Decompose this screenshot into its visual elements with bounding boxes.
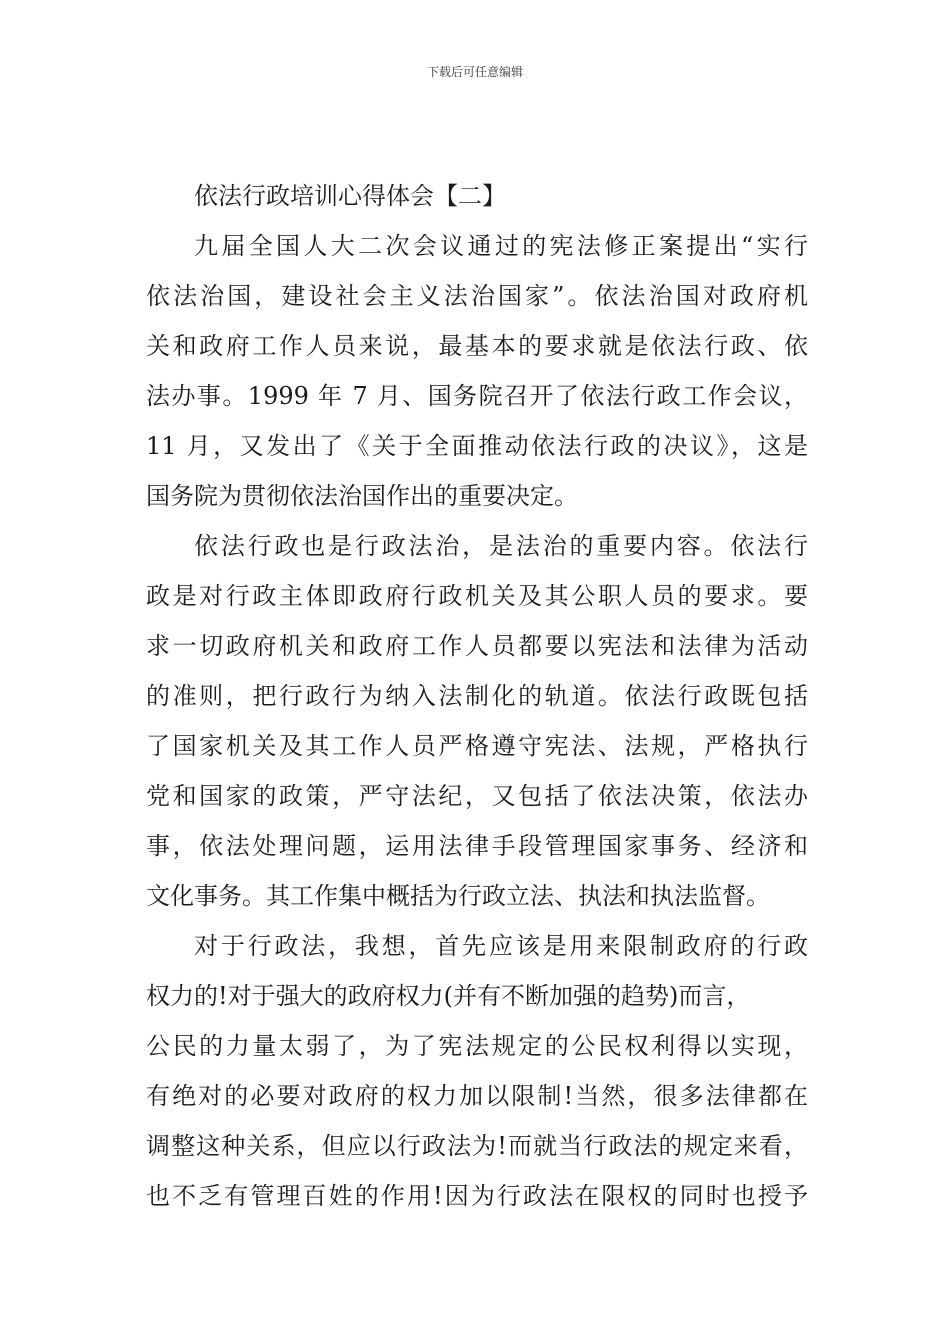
paragraph-line: 有绝对的必要对政府的权力加以限制!当然，很多法律都在 [146, 1082, 808, 1110]
paragraph-line: 国务院为贯彻依法治国作出的重要决定。 [146, 482, 578, 510]
paragraph-line: 事，依法处理问题，运用法律手段管理国家事务、经济和 [146, 832, 808, 860]
paragraph [146, 221, 808, 521]
paragraph-line: 的准则，把行政行为纳入法制化的轨道。依法行政既包括 [146, 682, 808, 710]
page-header [0, 64, 950, 80]
paragraph [146, 921, 808, 1221]
paragraph-line: 法办事。1999 年 7 月、国务院召开了依法行政工作会议， [146, 382, 808, 410]
paragraph-line: 也不乏有管理百姓的作用!因为行政法在限权的同时也授予 [146, 1182, 808, 1210]
paragraph-line: 公民的力量太弱了，为了宪法规定的公民权利得以实现， [146, 1032, 808, 1060]
paragraph [146, 521, 808, 921]
paragraph-line: 权力的!对于强大的政府权力(并有不断加强的趋势)而言， [146, 982, 751, 1010]
document-title: 依法行政培训心得体会【二】 [194, 182, 506, 210]
document-body [146, 171, 808, 1221]
header-text: 下载后可任意编辑 [426, 65, 523, 79]
paragraph-line: 对于行政法，我想，首先应该是用来限制政府的行政 [194, 932, 808, 960]
paragraph-line: 政是对行政主体即政府行政机关及其公职人员的要求。要 [146, 582, 808, 610]
paragraph-line: 依法行政也是行政法治，是法治的重要内容。依法行 [194, 532, 808, 560]
paragraph-line: 调整这种关系，但应以行政法为!而就当行政法的规定来看， [146, 1132, 808, 1160]
paragraph-line: 了国家机关及其工作人员严格遵守宪法、法规，严格执行 [146, 732, 808, 760]
paragraph-line: 求一切政府机关和政府工作人员都要以宪法和法律为活动 [146, 632, 808, 660]
paragraph-line: 依法治国，建设社会主义法治国家”。依法治国对政府机 [146, 282, 808, 310]
paragraph-line: 关和政府工作人员来说，最基本的要求就是依法行政、依 [146, 332, 808, 360]
paragraph-line: 文化事务。其工作集中概括为行政立法、执法和执法监督。 [146, 882, 770, 910]
paragraph-line: 九届全国人大二次会议通过的宪法修正案提出“实行 [194, 232, 808, 260]
paragraph-line: 党和国家的政策，严守法纪，又包括了依法决策，依法办 [146, 782, 808, 810]
paragraph-line: 11 月，又发出了《关于全面推动依法行政的决议》，这是 [146, 432, 808, 460]
